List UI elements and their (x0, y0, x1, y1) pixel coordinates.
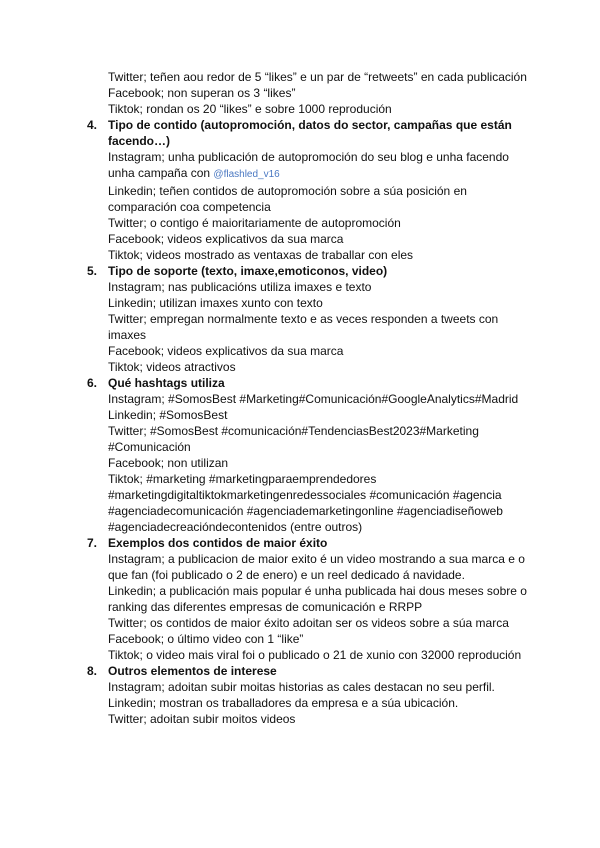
list-item: Facebook; videos explicativos da sua marca (108, 232, 344, 246)
section-title: Tipo de contido (autopromoción, datos do sector, campañas que están facendo…) (108, 118, 512, 148)
list-item: Linkedin; teñen contidos de autopromoción sobre a súa posición en comparación coa competencia (108, 184, 467, 214)
mention-link[interactable]: @flashled_v16 (213, 169, 280, 180)
section-title: Outros elementos de interese (108, 664, 277, 678)
list-item: Linkedin; mostran os traballadores da empresa e a súa ubicación. (108, 696, 459, 710)
section-6 (87, 375, 527, 535)
list-item: Linkedin; #SomosBest (108, 408, 228, 422)
list-item: Tiktok; videos mostrado as ventaxas de traballar con eles (108, 248, 414, 262)
list-item: Instagram; adoitan subir moitas historias as cales destacan no seu perfil. (108, 680, 495, 694)
list-item: Tiktok; videos atractivos (108, 360, 236, 374)
section-title: Tipo de soporte (texto, imaxe,emoticonos, video) (108, 264, 388, 278)
intro-line-tiktok: Tiktok; rondan os 20 “likes” e sobre 1000 reprodución (108, 102, 392, 116)
list-item: Instagram; a publicacion de maior exito é un video mostrando a sua marca e o que fan (foi publicado o 2 de enero) e un reel dedicado á navidade. (108, 552, 525, 582)
section-title: Qué hashtags utiliza (108, 376, 225, 390)
list-item: Twitter; o contigo é maioritariamente de autopromoción (108, 216, 401, 230)
section-number: 7. (87, 536, 98, 550)
section-8 (87, 663, 527, 727)
list-item: Linkedin; a publicación mais popular é unha publicada hai dous meses sobre o ranking das diferentes empresas de comunicación e RRPP (108, 584, 527, 614)
list-item: Twitter; adoitan subir moitos videos (108, 712, 296, 726)
section-number: 4. (87, 118, 98, 132)
list-item: Instagram; #SomosBest #Marketing#Comunicación#GoogleAnalytics#Madrid (108, 392, 519, 406)
section-5 (87, 263, 527, 375)
list-item: Linkedin; utilizan imaxes xunto con texto (108, 296, 323, 310)
list-item: Twitter; empregan normalmente texto e as veces responden a tweets con imaxes (108, 312, 499, 342)
section-heading (87, 117, 527, 149)
list-item (108, 149, 527, 183)
section-4 (87, 117, 527, 263)
section-number: 8. (87, 664, 98, 678)
document-body (87, 69, 527, 727)
list-item: Twitter; os contidos de maior éxito adoitan ser os videos sobre a súa marca (108, 616, 509, 630)
list-item: Twitter; #SomosBest #comunicación#TendenciasBest2023#Marketing #Comunicación (108, 424, 479, 454)
list-item: Instagram; nas publicacións utiliza imaxes e texto (108, 280, 372, 294)
section-title: Exemplos dos contidos de maior éxito (108, 536, 328, 550)
list-item: Facebook; non utilizan (108, 456, 229, 470)
section-heading (87, 663, 527, 679)
section-number: 5. (87, 264, 98, 278)
intro-line-facebook: Facebook; non superan os 3 “likes” (108, 86, 296, 100)
section-number: 6. (87, 376, 98, 390)
section-heading (87, 535, 527, 551)
list-item: Tiktok; #marketing #marketingparaemprendedores #marketingdigitaltiktokmarketingenredessociales #comunicación #agencia #agenciadecomunicación #agenciademarketingonline #agenciadiseñoweb #agenciadecreacióndecontenidos (entre outros) (108, 472, 503, 534)
section-heading (87, 375, 527, 391)
section-7 (87, 535, 527, 663)
list-item-text: Instagram; unha publicación de autopromoción do seu blog e unha facendo unha campaña con (108, 150, 509, 180)
section-heading (87, 263, 527, 279)
list-item: Tiktok; o video mais viral foi o publicado o 21 de xunio con 32000 reprodución (108, 648, 522, 662)
intro-line-twitter: Twitter; teñen aou redor de 5 “likes” e un par de “retweets” en cada publicación (108, 70, 527, 84)
list-item: Facebook; videos explicativos da sua marca (108, 344, 344, 358)
list-item: Facebook; o último video con 1 “like” (108, 632, 304, 646)
